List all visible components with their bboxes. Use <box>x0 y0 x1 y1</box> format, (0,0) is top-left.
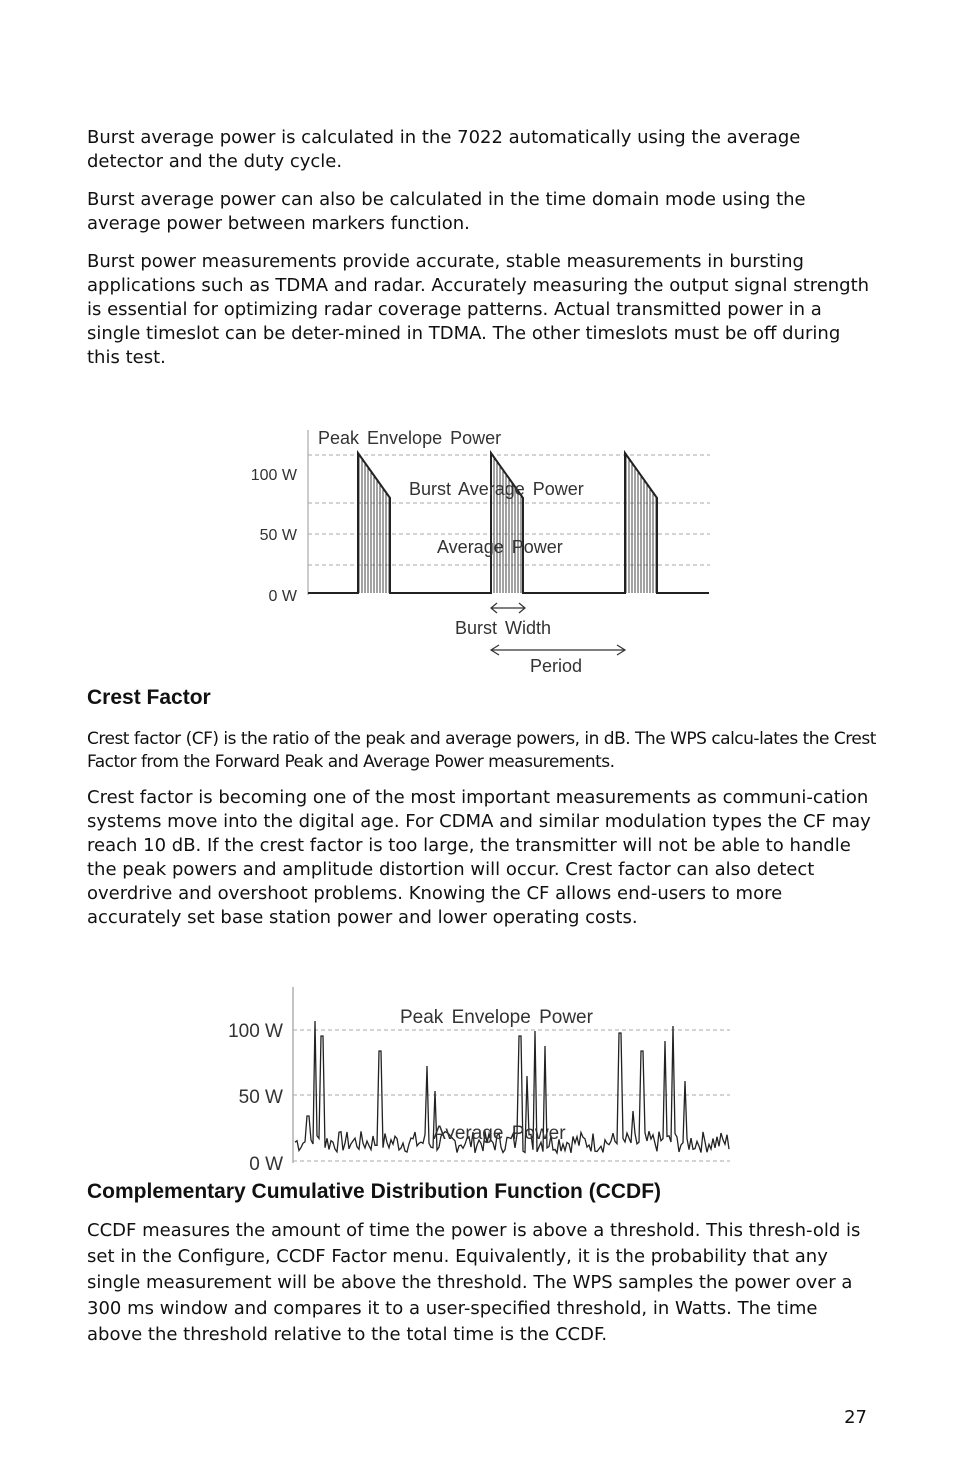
y-tick-100w: 100 W <box>250 467 297 484</box>
y-tick-100w: 100 W <box>228 1021 283 1042</box>
burst-power-figure <box>235 420 735 680</box>
page-number: 27 <box>844 1407 867 1428</box>
burst-average-power-label: Burst Average Power <box>409 479 584 499</box>
average-power-label: Average Power <box>433 1123 566 1144</box>
ccdf-heading: Complementary Cumulative Distribution Function (CCDF) <box>87 1180 662 1203</box>
y-tick-0w: 0 W <box>249 1154 283 1175</box>
period-label: Period <box>530 656 583 676</box>
peak-envelope-power-label: Peak Envelope Power <box>318 428 502 448</box>
paragraph-crest-factor-1: Crest factor (CF) is the ratio of the peak and average powers, in dB. The WPS calcu-lates the Crest Factor from the Forward Peak and Average Power measurements. <box>87 729 876 772</box>
average-power-label: Average Power <box>437 537 563 557</box>
y-tick-50w: 50 W <box>259 527 297 544</box>
paragraph-ccdf: CCDF measures the amount of time the power is above a threshold. This thresh-old is set in the Configure, CCDF Factor menu. Equivalently, it is the probability that any single measurement will be above the threshold. The WPS samples the power over a 300 ms window and compares it to a user-specified threshold, in Watts. The time above the threshold relative to the total time is the CCDF. <box>87 1220 861 1345</box>
burst-width-label: Burst Width <box>455 618 552 638</box>
y-tick-50w: 50 W <box>238 1087 283 1108</box>
crest-factor-figure <box>215 985 735 1175</box>
crest-factor-heading: Crest Factor <box>87 686 211 709</box>
paragraph-burst-average-1: Burst average power is calculated in the 7022 automatically using the average detector and the duty cycle. <box>87 127 801 172</box>
paragraph-crest-factor-2: Crest factor is becoming one of the most important measurements as communi-cation systems move into the digital age. For CDMA and similar modulation types the CF may reach 10 dB. If the crest factor is too large, the transmitter will not be able to handle the peak powers and amplitude distortion will occur. Crest factor can also detect overdrive and overshoot problems. Knowing the CF allows end-users to more accurately set base station power and lower operating costs. <box>87 787 871 928</box>
y-tick-0w: 0 W <box>268 588 297 605</box>
peak-envelope-power-label: Peak Envelope Power <box>400 1007 593 1028</box>
paragraph-burst-average-2: Burst average power can also be calculated in the time domain mode using the average power between markers function. <box>87 189 806 234</box>
paragraph-burst-power-measurements: Burst power measurements provide accurate, stable measurements in bursting applications such as TDMA and radar. Accurately measuring the output signal strength is essential for optimizing radar coverage patterns. Actual transmitted power in a single timeslot can be deter-mined in TDMA. The other timeslots must be off during this test. <box>87 251 870 368</box>
